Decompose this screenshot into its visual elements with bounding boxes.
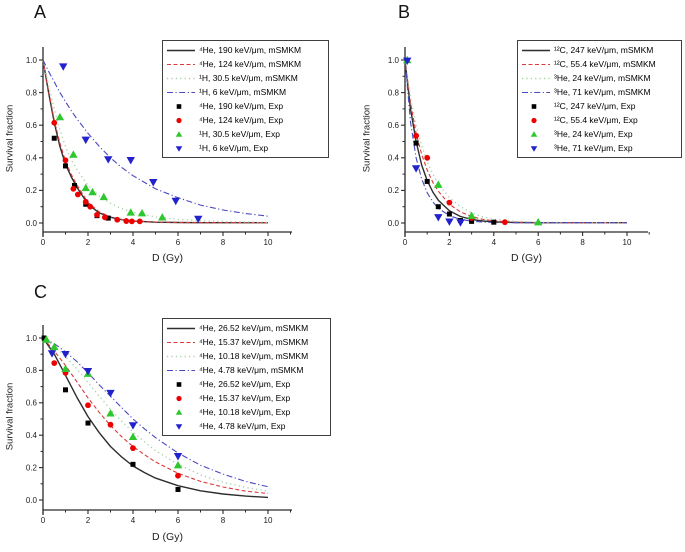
y-tick-label: 1.0 [25, 333, 37, 343]
exp-marker [425, 179, 430, 184]
x-tick-label: 4 [491, 238, 497, 247]
exp-marker [434, 180, 442, 187]
y-tick-label: 0.0 [387, 218, 399, 228]
exp-marker [158, 213, 166, 220]
y-tick-label: 0.6 [25, 121, 37, 130]
legend-item [521, 113, 678, 127]
exp-marker [491, 220, 496, 225]
legend-line-sample [166, 337, 196, 348]
x-tick-label: 2 [85, 238, 91, 247]
legend-item [521, 127, 678, 141]
panel-c-y-axis-title: Survival fraction [4, 382, 16, 451]
panel-b-x-axis-title: D (Gy) [511, 252, 542, 264]
panel-a [0, 0, 342, 276]
legend-label: ⁴He, 124 keV/μm, Exp [199, 115, 284, 125]
legend-item [166, 419, 327, 433]
exp-marker [88, 188, 96, 195]
exp-marker [436, 204, 441, 209]
legend-line-sample [166, 45, 196, 56]
legend-label: ¹H, 30.5 keV/μm, mSMKM [199, 73, 298, 83]
exp-marker [63, 163, 68, 168]
x-tick-label: 10 [263, 516, 273, 525]
legend-item [166, 391, 327, 405]
exp-marker [129, 433, 137, 440]
exp-marker [69, 150, 77, 157]
legend-label: ¹H, 6 keV/μm, mSMKM [199, 87, 287, 97]
legend-marker-sample [166, 393, 196, 404]
exp-marker [85, 402, 91, 408]
exp-marker [445, 218, 453, 225]
x-tick-label: 6 [535, 238, 541, 247]
y-tick-label: 0.6 [25, 398, 37, 408]
exp-marker [502, 219, 508, 225]
legend-marker-sample [521, 129, 551, 140]
legend-label: ⁴He, 4.78 keV/μm, mSMKM [199, 365, 304, 375]
legend-marker-sample [166, 101, 196, 112]
exp-marker [175, 473, 181, 479]
legend-marker-sample [521, 115, 551, 126]
legend-item [166, 71, 325, 85]
legend-line-sample [166, 87, 196, 98]
exp-marker [172, 198, 180, 205]
legend-line-sample [166, 73, 196, 84]
legend-item [521, 43, 678, 57]
exp-marker [61, 351, 69, 358]
x-tick-label: 2 [85, 516, 91, 525]
legend-label: ³He, 24 keV/μm, mSMKM [554, 73, 651, 83]
panel-c-label: C [34, 282, 48, 302]
panel-c-legend [162, 318, 331, 436]
panel-a-x-axis-title: D (Gy) [152, 252, 183, 264]
legend-marker-sample [521, 143, 551, 154]
x-tick-label: 0 [40, 238, 46, 247]
y-tick-label: 0.4 [387, 153, 399, 163]
x-tick-label: 8 [580, 238, 585, 247]
exp-marker [434, 214, 442, 221]
panel-c [0, 276, 342, 552]
exp-marker [86, 421, 91, 426]
panel-b-legend [517, 40, 682, 158]
x-tick-label: 4 [130, 238, 136, 247]
legend-item [521, 57, 678, 71]
exp-marker [413, 133, 419, 139]
x-tick-label: 10 [263, 238, 273, 247]
exp-marker [70, 186, 76, 192]
y-tick-label: 0.2 [25, 186, 37, 196]
exp-marker [138, 209, 146, 216]
exp-marker [447, 212, 452, 217]
y-tick-label: 0.8 [25, 88, 37, 98]
legend-item [521, 85, 678, 99]
legend-marker-sample [166, 379, 196, 390]
legend-label: ⁴He, 15.37 keV/μm, mSMKM [199, 337, 309, 347]
legend-label: ⁴He, 10.18 keV/μm, Exp [199, 407, 291, 417]
exp-marker [174, 461, 182, 468]
legend-item [521, 71, 678, 85]
exp-marker [129, 218, 135, 224]
x-tick-label: 6 [175, 238, 181, 247]
panel-a-y-axis-title: Survival fraction [4, 104, 16, 173]
legend-item [166, 321, 327, 335]
legend-item [166, 377, 327, 391]
legend-label: ¹H, 30.5 keV/μm, Exp [199, 129, 280, 139]
exp-marker [123, 218, 129, 224]
panel-b-label: B [398, 2, 411, 22]
y-tick-label: 1.0 [387, 55, 399, 65]
y-tick-label: 0.0 [25, 218, 37, 228]
exp-marker [106, 409, 114, 416]
legend-label: ¹²C, 247 keV/μm, mSMKM [554, 45, 654, 55]
legend-item [521, 141, 678, 155]
exp-marker [100, 193, 108, 200]
legend-label: ¹²C, 55.4 keV/μm, mSMKM [554, 59, 656, 69]
x-tick-label: 10 [622, 238, 632, 247]
legend-item [166, 127, 325, 141]
legend-item [166, 349, 327, 363]
exp-marker [51, 120, 57, 126]
legend-line-sample [166, 365, 196, 376]
y-tick-label: 0.2 [25, 463, 37, 473]
legend-label: ⁴He, 124 keV/μm, mSMKM [199, 59, 302, 69]
x-tick-label: 0 [402, 238, 408, 247]
exp-marker [94, 212, 100, 218]
exp-marker [456, 219, 464, 226]
panel-a-legend [162, 40, 329, 158]
y-tick-label: 0.8 [25, 366, 37, 376]
legend-label: ⁴He, 4.78 keV/μm, Exp [199, 421, 286, 431]
legend-label: ¹H, 6 keV/μm, Exp [199, 143, 269, 153]
exp-marker [59, 63, 67, 70]
legend-marker-sample [166, 143, 196, 154]
legend-label: ³He, 71 keV/μm, Exp [554, 143, 633, 153]
exp-marker [75, 192, 81, 198]
x-tick-label: 8 [220, 238, 226, 247]
exp-marker [424, 155, 430, 161]
legend-item [166, 99, 325, 113]
y-tick-label: 0.2 [387, 186, 399, 196]
exp-marker [447, 200, 453, 206]
exp-marker [102, 214, 108, 220]
legend-item [166, 141, 325, 155]
legend-label: ⁴He, 15.37 keV/μm, Exp [199, 393, 291, 403]
exp-marker [130, 445, 136, 451]
legend-marker-sample [166, 407, 196, 418]
legend-label: ³He, 71 keV/μm, mSMKM [554, 87, 651, 97]
exp-marker [83, 199, 89, 205]
y-tick-label: 1.0 [25, 55, 37, 65]
legend-line-sample [521, 87, 551, 98]
y-tick-label: 0.0 [25, 495, 37, 505]
x-tick-label: 8 [220, 516, 226, 525]
exp-marker [129, 422, 137, 429]
exp-marker [176, 487, 181, 492]
exp-marker [63, 387, 68, 392]
x-tick-label: 0 [40, 516, 46, 525]
exp-marker [174, 453, 182, 460]
y-tick-label: 0.4 [25, 153, 37, 163]
legend-label: ¹²C, 247 keV/μm, Exp [554, 101, 636, 111]
legend-label: ⁴He, 10.18 keV/μm, mSMKM [199, 351, 309, 361]
panel-c-x-axis-title: D (Gy) [152, 531, 183, 543]
legend-line-sample [166, 323, 196, 334]
y-tick-label: 0.6 [387, 121, 399, 130]
exp-marker [114, 217, 120, 223]
legend-item [166, 113, 325, 127]
panel-a-label: A [34, 2, 47, 22]
exp-marker [82, 137, 90, 144]
exp-marker [108, 422, 114, 428]
legend-line-sample [166, 59, 196, 70]
legend-marker-sample [521, 101, 551, 112]
legend-marker-sample [166, 115, 196, 126]
legend-item [166, 335, 327, 349]
exp-marker [82, 184, 90, 191]
exp-marker [63, 157, 69, 163]
x-tick-label: 4 [130, 516, 136, 525]
legend-label: ³He, 24 keV/μm, Exp [554, 129, 633, 139]
x-tick-label: 2 [447, 238, 452, 247]
legend-line-sample [521, 45, 551, 56]
legend-line-sample [521, 73, 551, 84]
legend-label: ⁴He, 190 keV/μm, Exp [199, 101, 284, 111]
y-tick-label: 0.4 [25, 431, 37, 440]
legend-label: ¹²C, 55.4 keV/μm, Exp [554, 115, 638, 125]
exp-marker [127, 157, 135, 164]
exp-marker [127, 208, 135, 215]
exp-marker [131, 462, 136, 467]
exp-marker [104, 156, 112, 163]
legend-item [166, 85, 325, 99]
exp-marker [52, 136, 57, 141]
exp-marker [137, 218, 143, 224]
exp-marker [84, 368, 92, 375]
exp-marker [87, 204, 93, 210]
legend-label: ⁴He, 26.52 keV/μm, Exp [199, 379, 291, 389]
panel-b-y-axis-title: Survival fraction [361, 104, 373, 173]
legend-item [166, 405, 327, 419]
exp-marker [414, 141, 419, 146]
y-tick-label: 0.8 [387, 88, 399, 98]
legend-label: ⁴He, 190 keV/μm, mSMKM [199, 45, 302, 55]
legend-marker-sample [166, 421, 196, 432]
legend-item [166, 57, 325, 71]
legend-marker-sample [166, 129, 196, 140]
legend-line-sample [521, 59, 551, 70]
panel-b [342, 0, 685, 276]
legend-label: ⁴He, 26.52 keV/μm, mSMKM [199, 323, 309, 333]
legend-item [521, 99, 678, 113]
legend-line-sample [166, 351, 196, 362]
legend-item [166, 363, 327, 377]
legend-item [166, 43, 325, 57]
x-tick-label: 6 [175, 516, 181, 525]
exp-marker [51, 360, 57, 366]
